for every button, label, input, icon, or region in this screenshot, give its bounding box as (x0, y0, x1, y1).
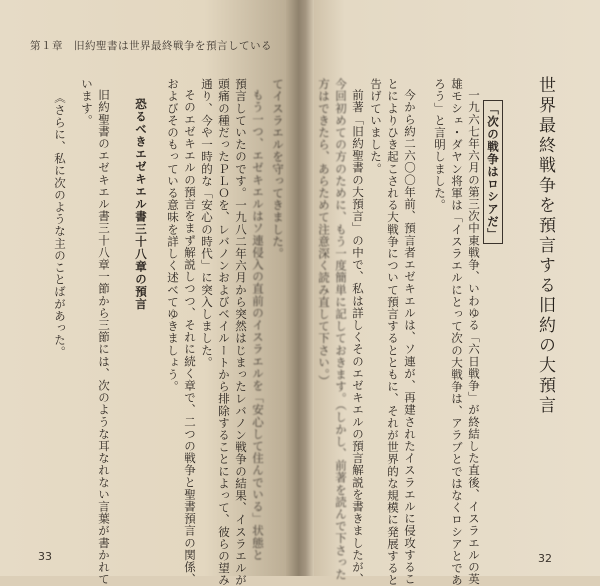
body-line: そのエゼキエルの預言をまず解説しつつ、それに続く章で、二つの戦争と聖書預言の関係、 (183, 89, 197, 586)
chapter-section-title: 世界最終戦争を預言する旧約の大預言 (535, 76, 555, 416)
quotation-line: 《さらに、私に次のような主のことばがあった。 (53, 92, 67, 359)
body-line: 今回初めての方のために、もう一度簡単に記しておきます。（しかし、前著を読んで下さった (334, 78, 348, 581)
section-subhead: 「次の戦争はロシアだ」 (483, 100, 503, 244)
body-line: 一九六七年六月の第三次中東戦争、いわゆる「六日戦争」が終結した直後、イスラエルの英 (467, 89, 481, 586)
section-subhead: 恐るべきエゼキエル書三十八章の預言 (134, 98, 148, 311)
body-line: 旧約聖書のエゼキエル書三十八章一節から三節には、次のような耳なれない言葉が書かれて (97, 89, 111, 586)
body-line: 頭痛の種だったＰＬＯを、レバノンおよびベイルートから排除することによって、彼らの望み (217, 78, 231, 586)
body-line: もう一つ、エゼキエルはソ連侵入の直前のイスラエルを「安心して住んでいる」状態と (251, 89, 265, 561)
body-line: 預言していたのです。一九八二年六月から突然はじまったレバノン戦争の結果、イスラエルが (234, 78, 248, 586)
body-line: 告げていました。 (369, 78, 383, 175)
book-gutter (286, 0, 314, 576)
body-line: 通り、今や一時的な「安心の時代」に突入しました。 (200, 78, 214, 369)
body-line: てイスラエルを守ってきました。 (271, 78, 285, 260)
body-line: とによりひき起こされる大戦争について預言するとともに、それが世界的な規模に発展すると (386, 78, 400, 586)
body-line: ろう」と言明しました。 (433, 78, 447, 212)
page-number-right: 32 (538, 552, 552, 565)
body-line: 雄モシェ・ダヤン将軍は「イスラエルにとって次の大戦争は、アラブとではなくロシアとであ (450, 78, 464, 586)
body-line: います。 (80, 78, 94, 127)
body-line: 方はできたら、あらためて注意深く読み直して下さい。） (317, 78, 331, 387)
body-line: およびそのもっている意味を詳しく述べてゆきましょう。 (166, 78, 180, 393)
running-header: 第１章 旧約聖書は世界最終戦争を預言している (30, 40, 272, 52)
body-line: 前著「旧約聖書の大預言」の中で、私は詳しくそのエゼキエルの預言解説を書きましたが、 (351, 89, 365, 586)
body-line: 今から約二六〇〇年前、預言者エゼキエルは、ソ連が、再建されたイスラエルに侵攻するこ (403, 89, 417, 586)
page-number-left: 33 (38, 550, 52, 563)
